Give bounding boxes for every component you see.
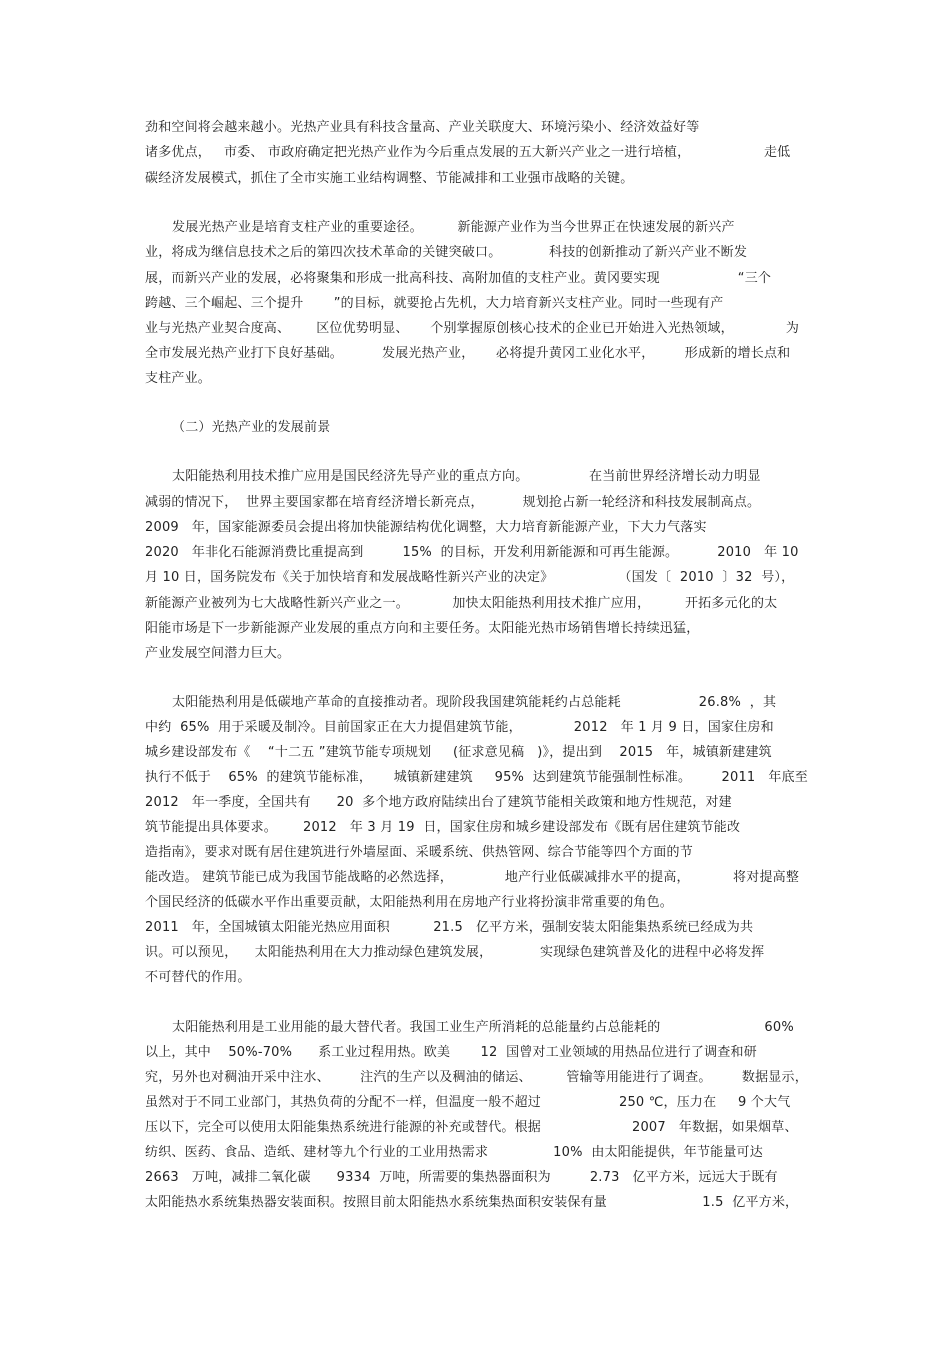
paragraph-line: 2011 年，全国城镇太阳能光热应用面积 21.5 亿平方米，强制安装太阳能集热系统已经成为共	[145, 920, 754, 935]
paragraph-line: 减弱的情况下， 世界主要国家都在培育经济增长新亮点， 规划抢占新一轮经济和科技发展制高点。	[145, 495, 761, 510]
paragraph-line: 诸多优点， 市委、 市政府确定把光热产业作为今后重点发展的五大新兴产业之一进行培植， 走低	[145, 145, 791, 160]
paragraph-line: 支柱产业。	[145, 371, 212, 386]
paragraph-line: 新能源产业被列为七大战略性新兴产业之一。 加快太阳能热利用技术推广应用， 开拓多元化的太	[145, 596, 778, 611]
paragraph-line: 中约 65% 用于采暖及制冷。目前国家正在大力提倡建筑节能， 2012 年 1 月 9 日，国家住房和	[145, 720, 774, 735]
paragraph-line: 究，另外也对稠油开采中注水、 注汽的生产以及稠油的储运、 管输等用能进行了调查。 数据显示，	[145, 1070, 808, 1085]
paragraph-line: 2020 年非化石能源消费比重提高到 15% 的目标，开发利用新能源和可再生能源。 2010 年 10	[145, 545, 799, 560]
paragraph-line: 劲和空间将会越来越小。光热产业具有科技含量高、产业关联度大、环境污染小、经济效益好等	[145, 120, 700, 135]
paragraph-line: 筑节能提出具体要求。 2012 年 3 月 19 日，国家住房和城乡建设部发布《既有居住建筑节能改	[145, 820, 741, 835]
section-heading: （二）光热产业的发展前景	[172, 420, 331, 435]
paragraph-line: 压以下，完全可以使用太阳能集热系统进行能源的补充或替代。根据 2007 年数据，如果烟草、	[145, 1120, 798, 1135]
paragraph-line: 不可替代的作用。	[145, 970, 251, 985]
paragraph-line: 业与光热产业契合度高、 区位优势明显、 个别掌握原创核心技术的企业已开始进入光热领域， 为	[145, 321, 800, 336]
paragraph-line: 执行不低于 65% 的建筑节能标准， 城镇新建建筑 95% 达到建筑节能强制性标准。 2011 年底至	[145, 770, 808, 785]
paragraph-line: 识。可以预见， 太阳能热利用在大力推动绿色建筑发展， 实现绿色建筑普及化的进程中必将发挥	[145, 945, 765, 960]
paragraph-line: 展，而新兴产业的发展，必将聚集和形成一批高科技、高附加值的支柱产业。黄冈要实现 “三个	[145, 271, 772, 286]
paragraph-line: 太阳能热利用是低碳地产革命的直接推动者。现阶段我国建筑能耗约占总能耗 26.8% ，其	[172, 695, 777, 710]
paragraph-line: 太阳能热水系统集热器安装面积。按照目前太阳能热水系统集热面积安装保有量 1.5 亿平方米，	[145, 1195, 799, 1210]
paragraph-line: 业，将成为继信息技术之后的第四次技术革命的关键突破口。 科技的创新推动了新兴产业不断发	[145, 245, 748, 260]
paragraph-line: 以上，其中 50%-70% 系工业过程用热。欧美 12 国曾对工业领域的用热品位进行了调查和研	[145, 1045, 757, 1060]
paragraph-line: 虽然对于不同工业部门，其热负荷的分配不一样，但温度一般不超过 250 ℃，压力在 9 个大气	[145, 1095, 791, 1110]
paragraph-line: 全市发展光热产业打下良好基础。 发展光热产业， 必将提升黄冈工业化水平， 形成新的增长点和	[145, 346, 791, 361]
paragraph-line: 2663 万吨，减排二氧化碳 9334 万吨，所需要的集热器面积为 2.73 亿平方米，远远大于既有	[145, 1170, 778, 1185]
paragraph-line: 月 10 日，国务院发布《关于加快培育和发展战略性新兴产业的决定》 （国发〔 2010 〕32 号），	[145, 570, 795, 585]
paragraph-line: 产业发展空间潜力巨大。	[145, 646, 291, 661]
paragraph-line: 阳能市场是下一步新能源产业发展的重点方向和主要任务。太阳能光热市场销售增长持续迅猛，	[145, 621, 700, 636]
paragraph-line: 造指南》，要求对既有居住建筑进行外墙屋面、采暖系统、供热管网、综合节能等四个方面的节	[145, 845, 693, 860]
paragraph-line: 跨越、三个崛起、三个提升 ”的目标，就要抢占先机，大力培育新兴支柱产业。同时一些现有产	[145, 296, 724, 311]
paragraph-line: 2012 年一季度，全国共有 20 多个地方政府陆续出台了建筑节能相关政策和地方性规范，对建	[145, 795, 732, 810]
paragraph-line: 纺织、医药、食品、造纸、建材等九个行业的工业用热需求 10% 由太阳能提供，年节能量可达	[145, 1145, 763, 1160]
paragraph-line: 个国民经济的低碳水平作出重要贡献，太阳能热利用在房地产行业将扮演非常重要的角色。	[145, 895, 674, 910]
paragraph-line: 城乡建设部发布《 “十二五 ”建筑节能专项规划 (征求意见稿 )》，提出到 2015 年，城镇新建建筑	[145, 745, 772, 760]
paragraph-line: 太阳能热利用是工业用能的最大替代者。我国工业生产所消耗的总能量约占总能耗的 60%	[172, 1020, 794, 1035]
paragraph-line: 能改造。 建筑节能已成为我国节能战略的必然选择， 地产行业低碳减排水平的提高， 将对提高整	[145, 870, 800, 885]
paragraph-line: 碳经济发展模式，抓住了全市实施工业结构调整、节能减排和工业强市战略的关键。	[145, 171, 634, 186]
paragraph-line: 太阳能热利用技术推广应用是国民经济先导产业的重点方向。 在当前世界经济增长动力明显	[172, 469, 761, 484]
paragraph-line: 2009 年，国家能源委员会提出将加快能源结构优化调整，大力培育新能源产业，下大力气落实	[145, 520, 707, 535]
paragraph-line: 发展光热产业是培育支柱产业的重要途径。 新能源产业作为当今世界正在快速发展的新兴产	[172, 220, 735, 235]
